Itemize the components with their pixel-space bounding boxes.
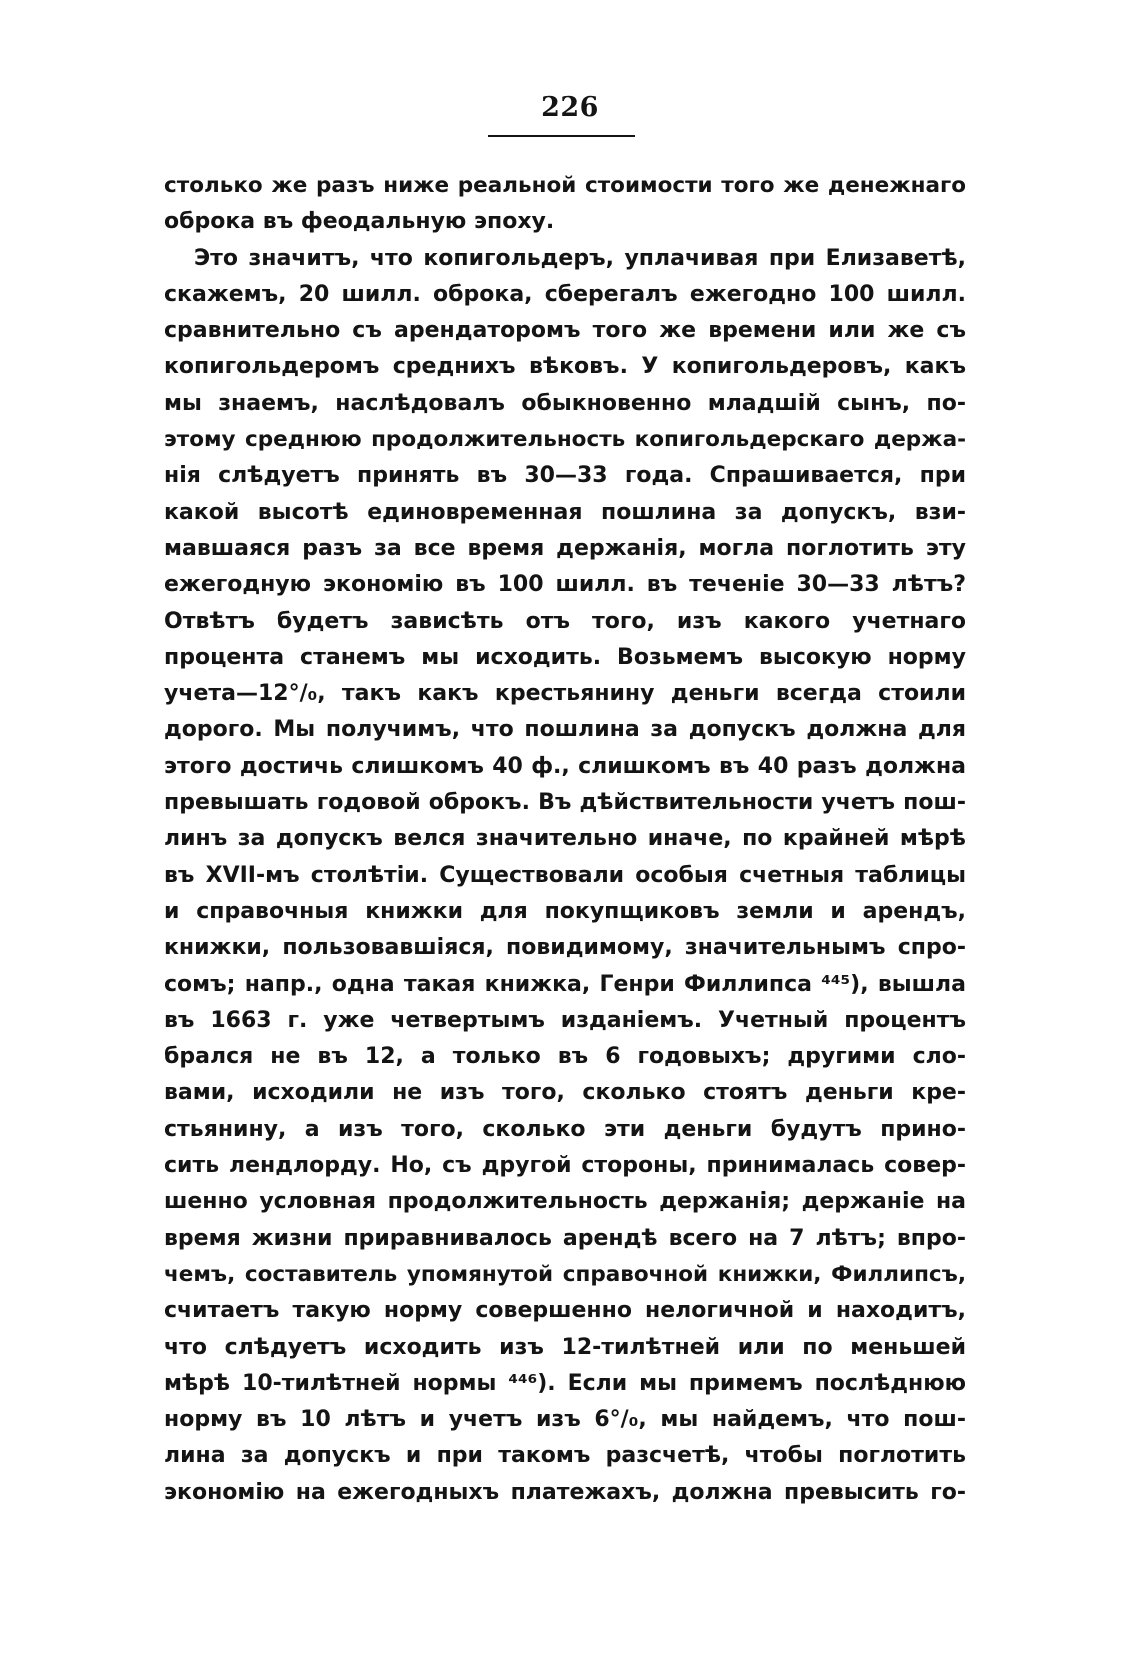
paragraph-start-line: Это значитъ, что копигольдеръ, уплачивая при Елизаветѣ, — [194, 245, 966, 271]
text-line: и справочныя книжки для покупщиковъ земли и арендъ, — [164, 898, 966, 924]
text-line: копигольдеромъ среднихъ вѣковъ. У копигольдеровъ, какъ — [164, 354, 966, 380]
text-line: лина за допускъ и при такомъ разсчетѣ, чтобы поглотить — [164, 1443, 966, 1469]
text-line: мѣрѣ 10-тилѣтней нормы ⁴⁴⁶). Если мы примемъ послѣднюю — [164, 1370, 966, 1396]
text-line: Отвѣтъ будетъ зависѣть отъ того, изъ какого учетнаго — [164, 608, 966, 634]
text-line: въ 1663 г. уже четвертымъ изданіемъ. Учетный процентъ — [164, 1007, 966, 1033]
text-line: скажемъ, 20 шилл. оброка, сберегалъ ежегодно 100 шилл. — [164, 281, 966, 307]
text-line: мавшаяся разъ за все время держанія, могла поглотить эту — [164, 535, 966, 561]
text-line: дорого. Мы получимъ, что пошлина за допускъ должна для — [164, 717, 966, 743]
text-line: чемъ, составитель упомянутой справочной книжки, Филлипсъ, — [164, 1261, 966, 1287]
text-line: вами, исходили не изъ того, сколько стоятъ деньги кре- — [164, 1080, 966, 1106]
text-line: книжки, пользовавшіяся, повидимому, значительнымъ спро- — [164, 935, 966, 961]
text-line: превышать годовой оброкъ. Въ дѣйствительности учетъ пош- — [164, 790, 966, 816]
text-line: въ XVII-мъ столѣтіи. Существовали особыя счетныя таблицы — [164, 862, 966, 888]
text-line: оброка въ феодальную эпоху. — [164, 209, 555, 235]
text-line: столько же разъ ниже реальной стоимости того же денежнаго — [164, 173, 966, 198]
page-number-rule — [488, 135, 635, 137]
text-line: считаетъ такую норму совершенно нелогичной и находитъ, — [164, 1298, 966, 1324]
text-line: учета—12°/₀, такъ какъ крестьянину деньги всегда стоили — [164, 681, 966, 707]
text-line: сомъ; напр., одна такая книжка, Генри Филлипса ⁴⁴⁵), вышла — [164, 971, 966, 997]
page-number: 226 — [541, 92, 599, 123]
text-line: сить лендлорду. Но, съ другой стороны, принималась совер- — [164, 1153, 966, 1179]
text-line: этого достичь слишкомъ 40 ф., слишкомъ въ 40 разъ должна — [164, 753, 966, 779]
text-line: мы знаемъ, наслѣдовалъ обыкновенно младшій сынъ, по- — [164, 390, 966, 416]
text-line: шенно условная продолжительность держанія; держаніе на — [164, 1189, 966, 1215]
text-line: брался не въ 12, а только въ 6 годовыхъ; другими сло- — [164, 1044, 966, 1070]
text-line: какой высотѣ единовременная пошлина за допускъ, взи- — [164, 499, 966, 525]
text-line: экономію на ежегодныхъ платежахъ, должна превысить го- — [164, 1479, 966, 1505]
text-line: сравнительно съ арендаторомъ того же времени или же съ — [164, 318, 966, 344]
text-line: нія слѣдуетъ принять въ 30—33 года. Спрашивается, при — [164, 463, 966, 489]
body-text — [164, 168, 966, 1511]
text-line: этому среднюю продолжительность копигольдерскаго держа- — [164, 427, 966, 453]
text-line: ежегодную экономію въ 100 шилл. въ теченіе 30—33 лѣтъ? — [164, 572, 966, 598]
text-line: норму въ 10 лѣтъ и учетъ изъ 6°/₀, мы найдемъ, что пош- — [164, 1407, 966, 1433]
text-line: время жизни приравнивалось арендѣ всего на 7 лѣтъ; впро- — [164, 1225, 966, 1251]
text-line: что слѣдуетъ исходить изъ 12-тилѣтней или по меньшей — [164, 1334, 966, 1360]
text-line: стьянину, а изъ того, сколько эти деньги будутъ прино- — [164, 1116, 966, 1142]
text-line: линъ за допускъ велся значительно иначе, по крайней мѣрѣ — [164, 826, 966, 852]
text-line: процента станемъ мы исходить. Возьмемъ высокую норму — [164, 644, 966, 670]
